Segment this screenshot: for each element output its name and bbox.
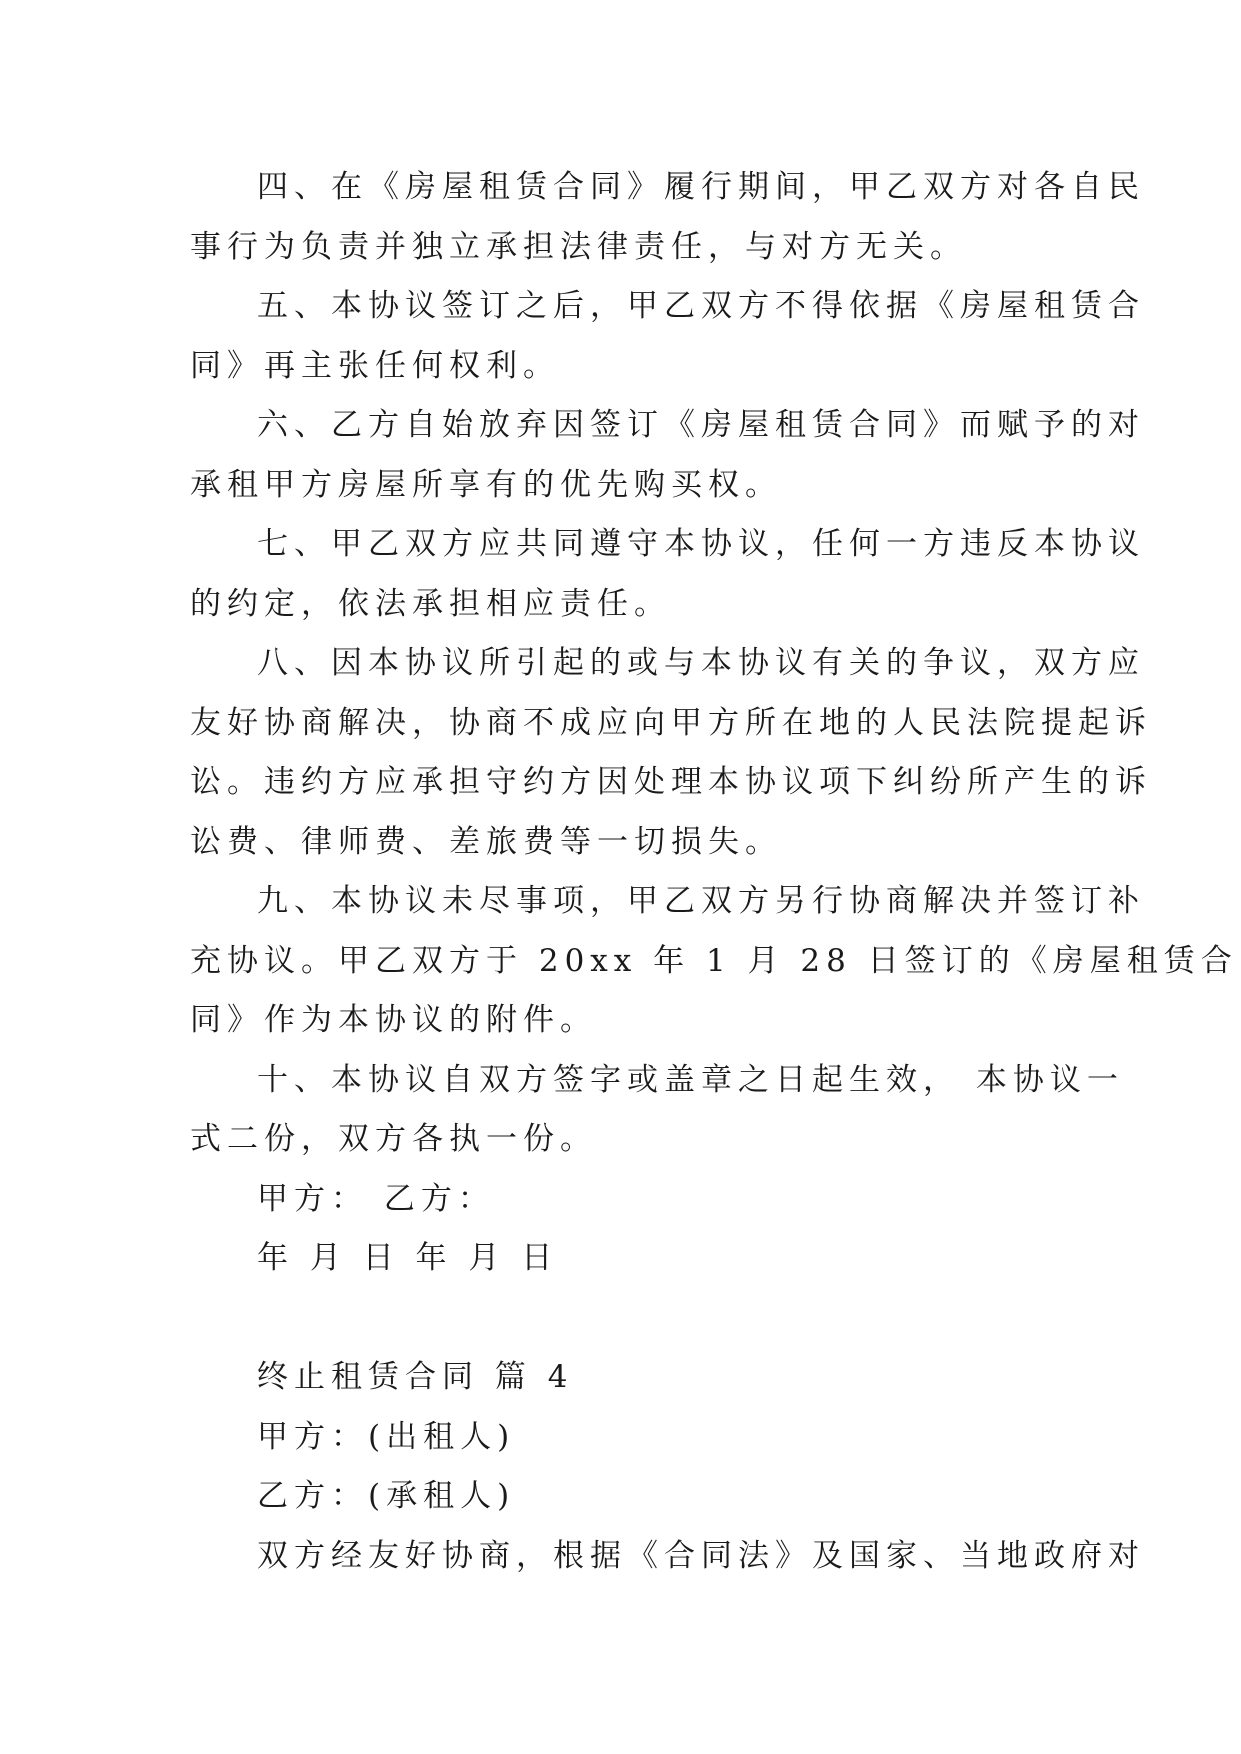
text-line: 八、因本协议所引起的或与本协议有关的争议，双方应	[257, 645, 1145, 681]
text-line: 年 月 日 年 月 日	[257, 1240, 559, 1276]
text-line: 十、本协议自双方签字或盖章之日起生效， 本协议一	[257, 1061, 1124, 1098]
text-line: 六、乙方自始放弃因签订《房屋租赁合同》而赋予的对	[257, 407, 1145, 443]
text-line: 双方经友好协商，根据《合同法》及国家、当地政府对	[257, 1537, 1145, 1574]
text-line: 讼费、律师费、差旅费等一切损失。	[190, 823, 782, 860]
blank-line	[190, 1289, 1052, 1349]
text-line: 友好协商解决，协商不成应向甲方所在地的人民法院提起诉	[190, 704, 1152, 741]
text-line: 乙方：(承租人)	[257, 1478, 516, 1514]
text-line: 甲方： 乙方：	[257, 1180, 495, 1217]
text-line: 七、甲乙双方应共同遵守本协议，任何一方违反本协议	[257, 526, 1145, 562]
text-line: 充协议。甲乙双方于 20xx 年 1 月 28 日签订的《房屋租赁合	[190, 942, 1238, 979]
document-page	[190, 158, 1238, 1586]
text-line: 承租甲方房屋所享有的优先购买权。	[190, 466, 782, 503]
text-line: 终止租赁合同 篇 4	[257, 1359, 574, 1395]
text-line: 五、本协议签订之后，甲乙双方不得依据《房屋租赁合	[257, 288, 1145, 324]
text-line: 讼。违约方应承担守约方因处理本协议项下纠纷所产生的诉	[190, 764, 1152, 800]
text-line: 九、本协议未尽事项，甲乙双方另行协商解决并签订补	[257, 883, 1145, 919]
text-line: 同》作为本协议的附件。	[190, 1002, 597, 1038]
text-line: 式二份，双方各执一份。	[190, 1121, 597, 1157]
text-line: 事行为负责并独立承担法律责任，与对方无关。	[190, 228, 967, 265]
text-line: 的约定，依法承担相应责任。	[190, 585, 671, 622]
text-line: 甲方：(出租人)	[257, 1418, 516, 1455]
text-line: 同》再主张任何权利。	[190, 347, 560, 384]
text-line: 四、在《房屋租赁合同》履行期间，甲乙双方对各自民	[257, 169, 1145, 205]
